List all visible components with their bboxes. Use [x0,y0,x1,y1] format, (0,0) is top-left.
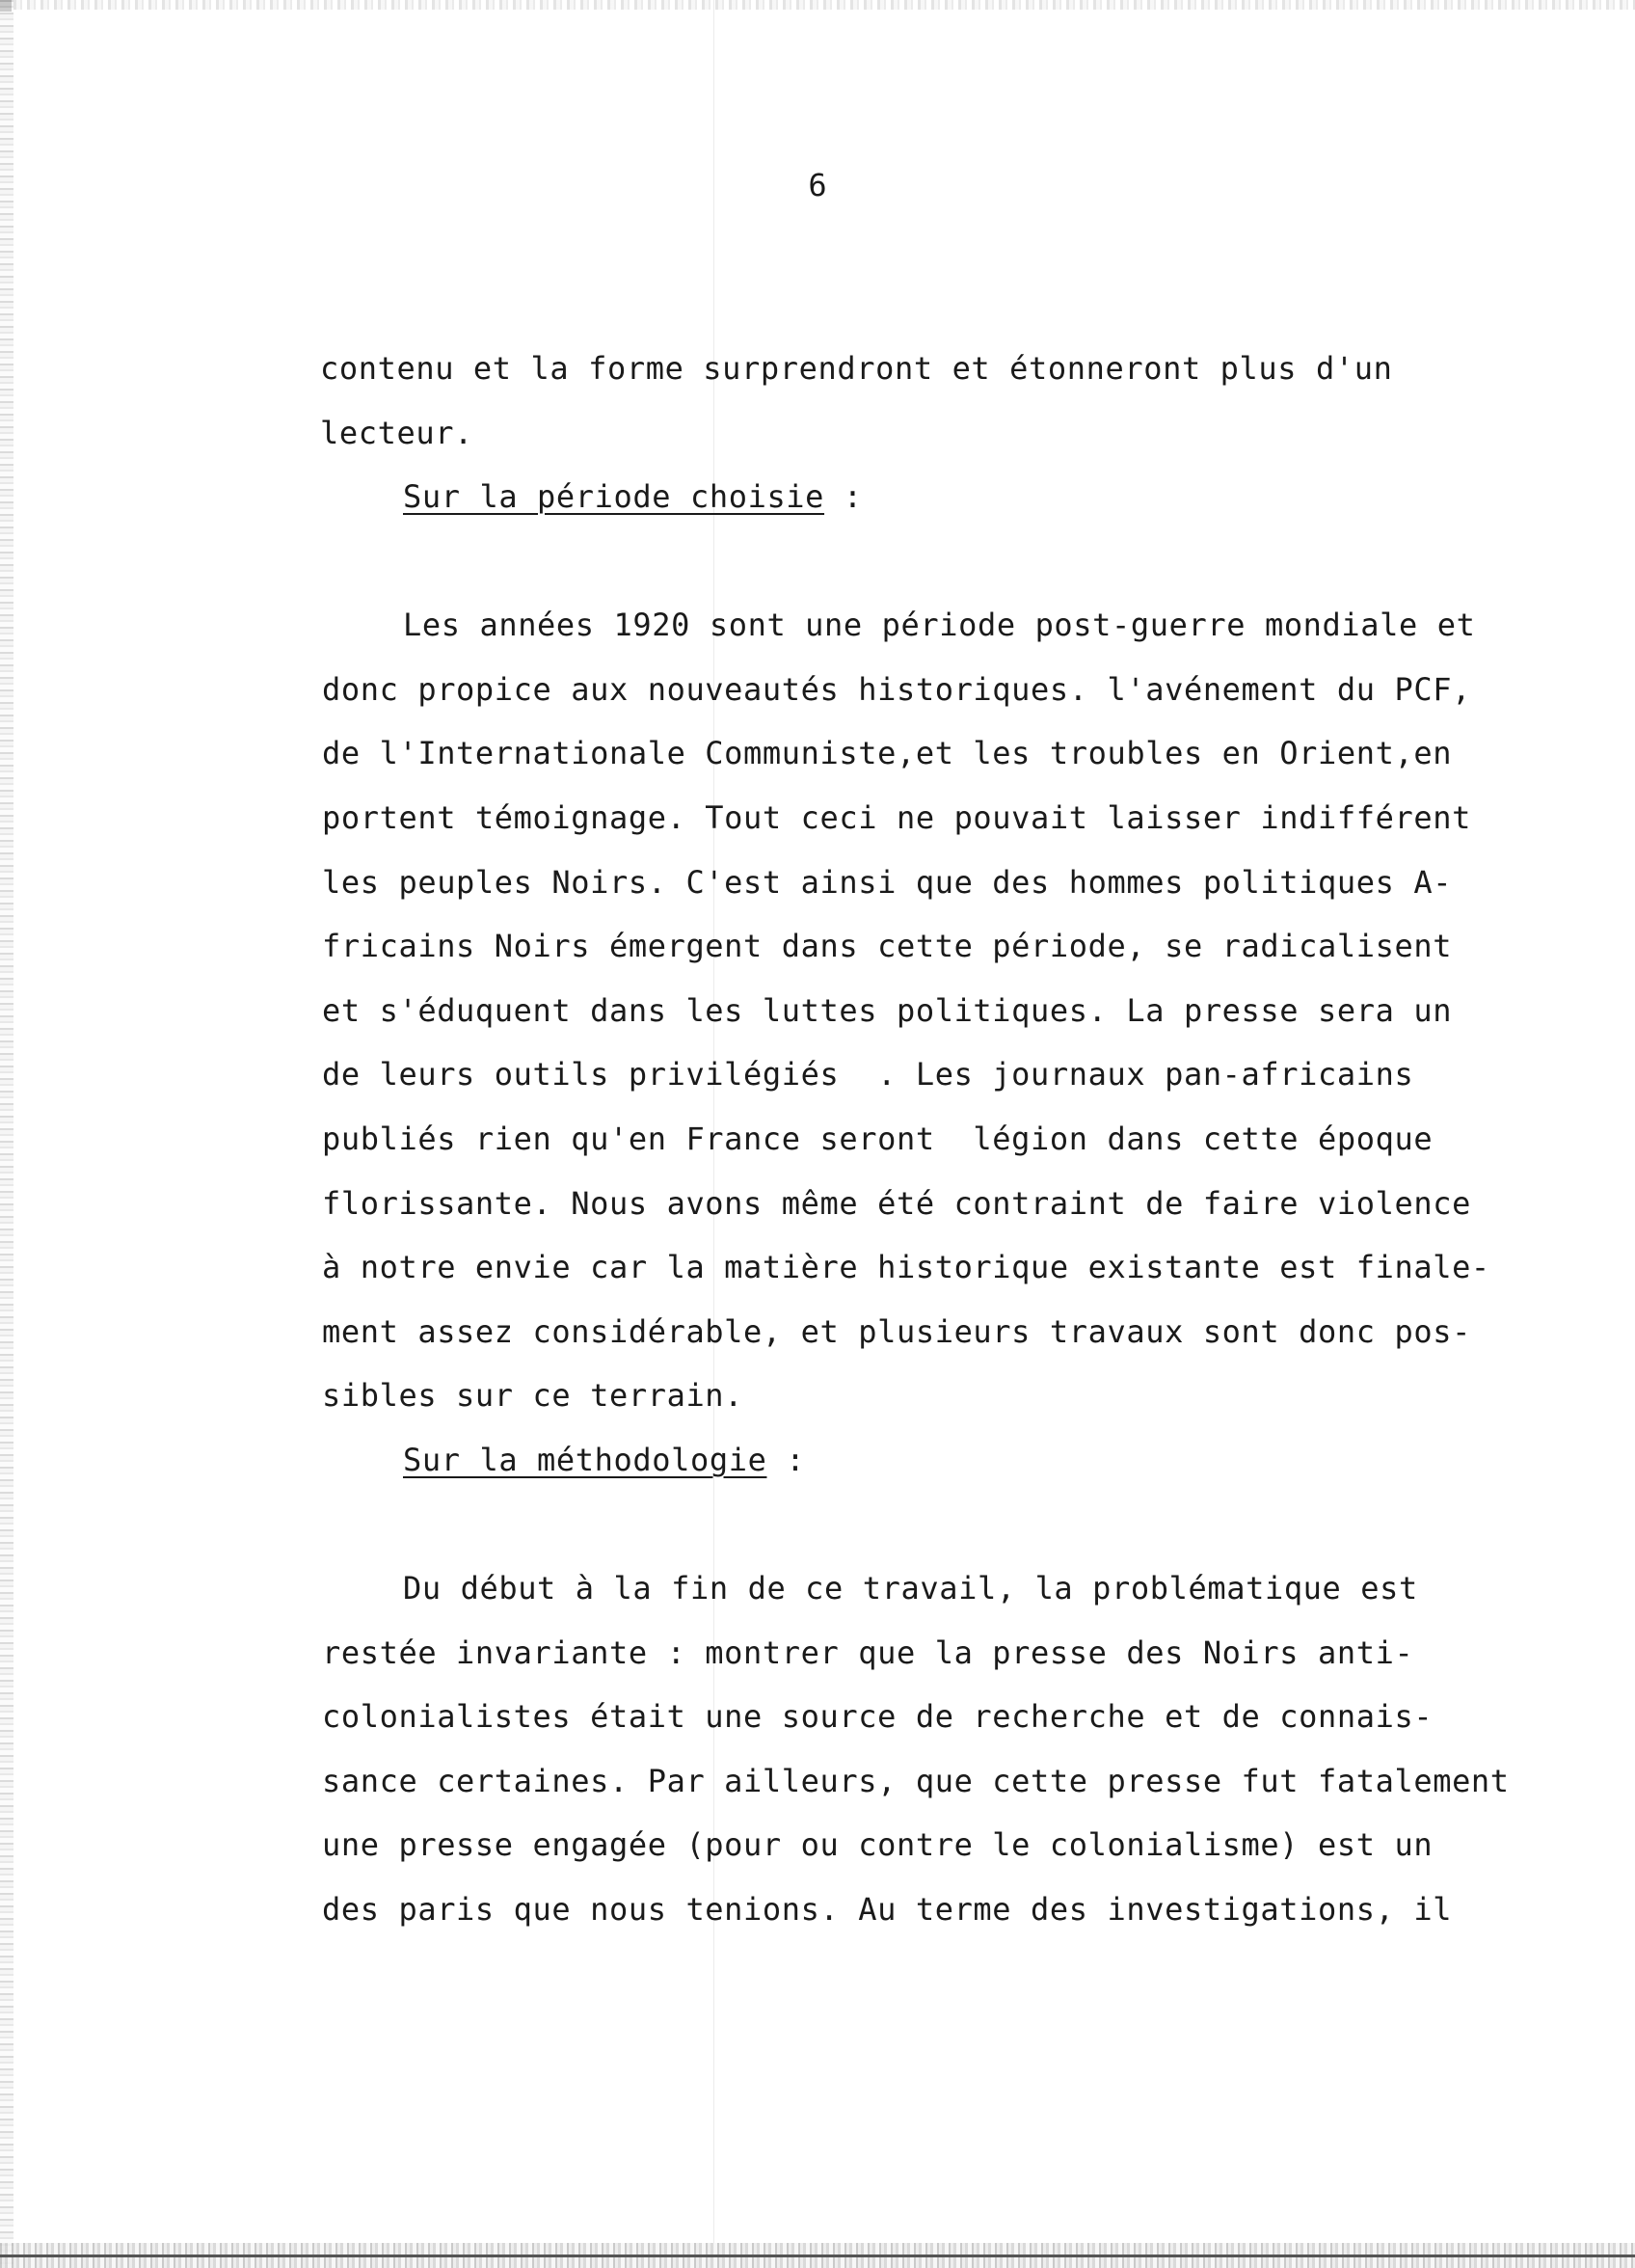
text-line: Les années 1920 sont une période post-guerre mondiale et [403,607,1476,643]
text-line: des paris que nous tenions. Au terme des investigations, il [322,1891,1453,1928]
scan-bottom-rule [0,2254,1635,2257]
section-heading [403,477,863,516]
text-line: à notre envie car la matière historique existante est finale- [322,1249,1490,1285]
text-line: restée invariante : montrer que la presse des Noirs anti- [322,1634,1414,1671]
text-line: les peuples Noirs. C'est ainsi que des hommes politiques A- [322,864,1453,901]
text-line: fricains Noirs émergent dans cette période, se radicalisent [322,928,1453,964]
text-line: donc propice aux nouveautés historiques. l'avénement du PCF, [322,671,1471,708]
section-heading-text: Sur la méthodologie [403,1442,767,1478]
text-line: contenu et la forme surprendront et étonneront plus d'un [320,350,1393,387]
text-line: de l'Internationale Communiste,et les troubles en Orient,en [322,735,1453,771]
text-line: publiés rien qu'en France seront légion dans cette époque [322,1120,1434,1157]
text-line: colonialistes était une source de recherche et de connais- [322,1698,1434,1735]
section-heading-text: Sur la période choisie [403,478,825,515]
text-line: florissante. Nous avons même été contraint de faire violence [322,1185,1471,1222]
page-number: 6 [808,167,827,203]
scan-artifact-left [0,0,13,2268]
text-line: ment assez considérable, et plusieurs travaux sont donc pos- [322,1313,1471,1350]
section-heading-colon: : [766,1442,806,1478]
text-line: lecteur. [320,415,473,451]
text-line: et s'éduquent dans les luttes politiques. La presse sera un [322,992,1453,1029]
text-line: de leurs outils privilégiés . Les journaux pan-africains [322,1056,1414,1093]
section-heading [403,1441,805,1479]
text-line: portent témoignage. Tout ceci ne pouvait laisser indifférent [322,799,1471,836]
text-line: une presse engagée (pour ou contre le colonialisme) est un [322,1826,1434,1863]
section-heading-colon: : [824,478,863,515]
scan-artifact-top [0,0,1635,10]
text-line: Du début à la fin de ce travail, la problématique est [403,1570,1418,1606]
text-line: sance certaines. Par ailleurs, que cette presse fut fatalement [322,1763,1510,1799]
text-line: sibles sur ce terrain. [322,1377,744,1414]
